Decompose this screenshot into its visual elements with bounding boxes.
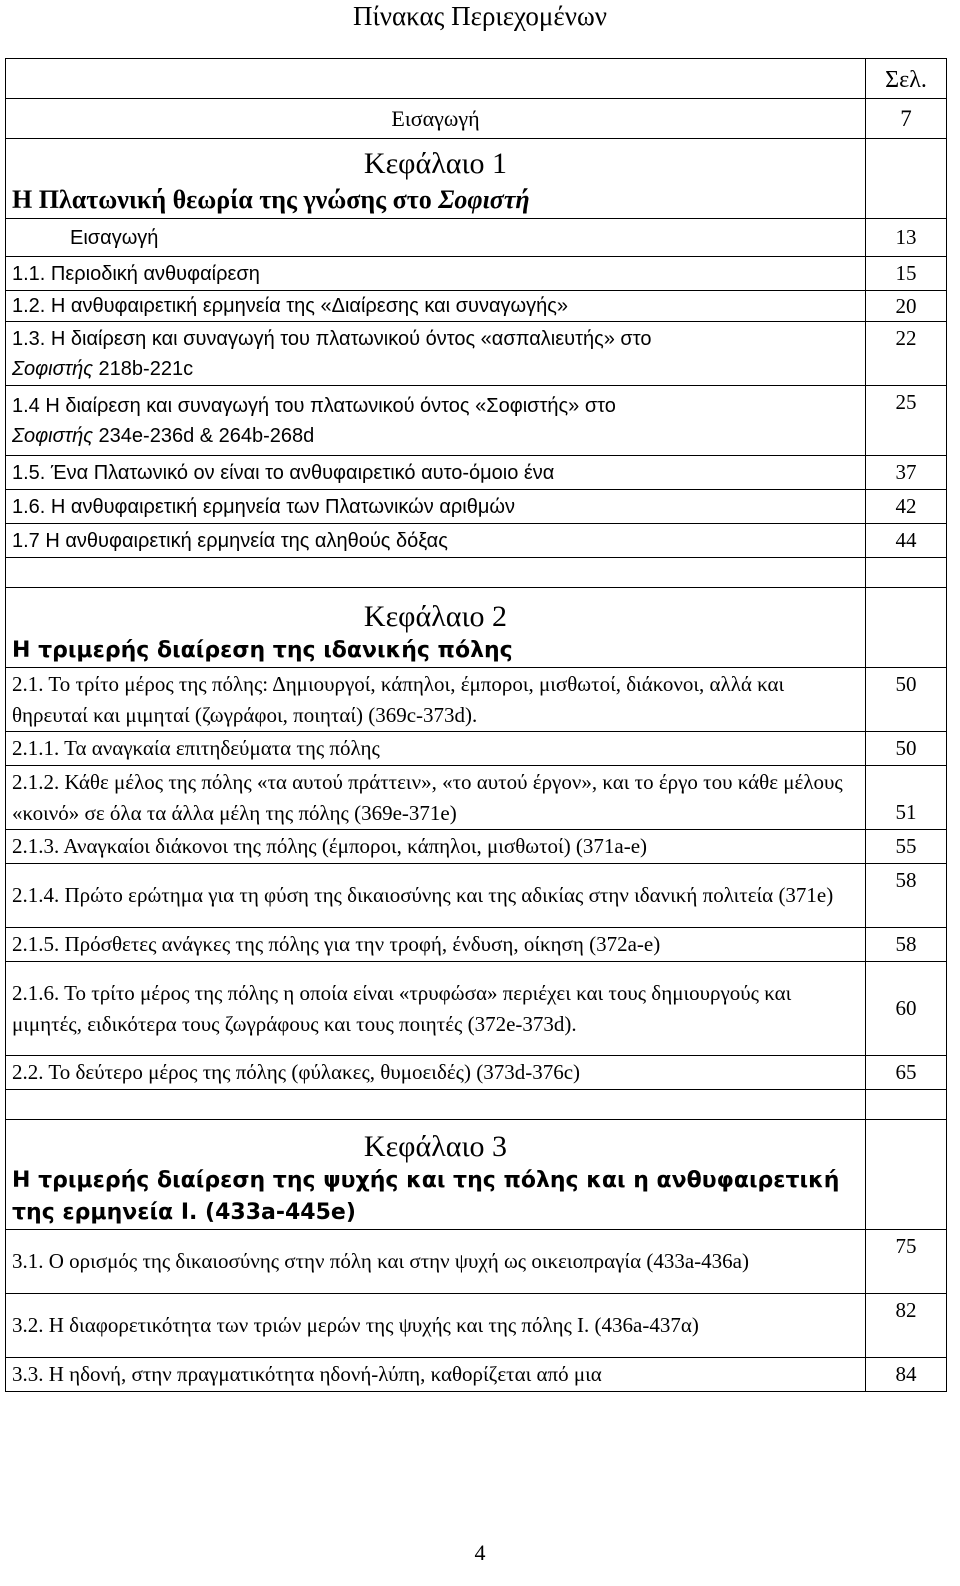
toc-entry-page: 84 [866, 1358, 947, 1392]
toc-entry-page: 37 [866, 456, 947, 490]
toc-row [6, 257, 947, 291]
toc-row-intro [6, 99, 947, 139]
chapter-1-subtitle [12, 182, 859, 218]
toc-entry-page: 51 [866, 766, 947, 830]
toc-entry-text-after: 218b-221c [92, 357, 194, 380]
toc-entry-page: 13 [866, 219, 947, 257]
toc-entry-text: 2.1.5. Πρόσθετες ανάγκες της πόλης για την τροφή, ένδυση, οίκηση (372a-e) [6, 928, 866, 962]
toc-entry-text: 1.4 Η διαίρεση και συναγωγή του πλατωνικού όντος «Σοφιστής» στο [12, 394, 616, 417]
toc-entry-page: 42 [866, 490, 947, 524]
chapter-3-heading-row [6, 1120, 947, 1230]
toc-entry-text: 3.1. Ο ορισμός της δικαιοσύνης στην πόλη και στην ψυχή ως οικειοπραγία (433a-436a) [6, 1230, 866, 1294]
toc-row [6, 962, 947, 1056]
toc-spacer [6, 1090, 866, 1120]
toc-entry-page: 75 [866, 1230, 947, 1294]
page-number: 4 [474, 1540, 486, 1565]
page-column-label: Σελ. [866, 59, 947, 99]
chapter-1-heading-row [6, 139, 947, 219]
toc-entry-text: Εισαγωγή [6, 219, 866, 257]
toc-entry-text-cell [6, 386, 866, 456]
toc-row [6, 1294, 947, 1358]
toc-row [6, 864, 947, 928]
toc-entry-page: 82 [866, 1294, 947, 1358]
toc-spacer [866, 1090, 947, 1120]
chapter-2-heading-cell [6, 588, 866, 668]
chapter-2-subtitle: Η τριμερής διαίρεση της ιδανικής πόλης [12, 638, 513, 663]
toc-entry-page: 60 [866, 962, 947, 1056]
toc-entry-page: 55 [866, 830, 947, 864]
chapter-2-heading-row [6, 588, 947, 668]
page-title: Πίνακας Περιεχομένων [353, 1, 607, 31]
toc-entry-text-italic: Σοφιστής [12, 357, 93, 380]
toc-row [6, 928, 947, 962]
toc-entry-page: 7 [866, 99, 947, 139]
toc-row [6, 1358, 947, 1392]
toc-entry-text: 2.1. Το τρίτο μέρος της πόλης: Δημιουργοί, κάπηλοι, έμποροι, μισθωτοί, διάκονοι, αλλά και θηρευταί και μιμηταί (ζωγράφοι, ποιηταί) (369c-373d). [6, 668, 866, 732]
toc-entry-page: 50 [866, 732, 947, 766]
toc-entry-text: 2.2. Το δεύτερο μέρος της πόλης (φύλακες, θυμοειδές) (373d-376c) [6, 1056, 866, 1090]
toc-entry-text: 2.1.4. Πρώτο ερώτημα για τη φύση της δικαιοσύνης και της αδικίας στην ιδανική πολιτεία (371e) [6, 864, 866, 928]
toc-row [6, 219, 947, 257]
toc-entry-text: 3.2. Η διαφορετικότητα των τριών μερών της ψυχής και της πόλης Ι. (436a-437α) [6, 1294, 866, 1358]
toc-entry-text-cell [6, 322, 866, 386]
chapter-3-heading-page-cell [866, 1120, 947, 1230]
toc-row [6, 291, 947, 322]
toc-entry-text: 1.1. Περιοδική ανθυφαίρεση [6, 257, 866, 291]
toc-entry-text: 1.7 Η ανθυφαιρετική ερμηνεία της αληθούς δόξας [6, 524, 866, 558]
toc-row [6, 1056, 947, 1090]
chapter-1-heading-cell [6, 139, 866, 219]
toc-entry-page: 22 [866, 322, 947, 386]
chapter-1-heading: Κεφάλαιο 1 [363, 147, 508, 180]
chapter-3-heading-cell [6, 1120, 866, 1230]
chapter-2-heading: Κεφάλαιο 2 [363, 600, 508, 633]
toc-row [6, 490, 947, 524]
chapter-1-subtitle-text: Η Πλατωνική θεωρία της γνώσης στο [12, 185, 439, 214]
toc-entry-page: 15 [866, 257, 947, 291]
toc-row [6, 322, 947, 386]
toc-row [6, 386, 947, 456]
toc-row [6, 456, 947, 490]
chapter-2-heading-page-cell [866, 588, 947, 668]
toc-entry-text-italic: Σοφιστής [12, 424, 93, 447]
toc-entry-text: 2.1.1. Τα αναγκαία επιτηδεύματα της πόλης [6, 732, 866, 766]
toc-spacer [6, 558, 866, 588]
toc-row [6, 524, 947, 558]
toc-entry-page: 50 [866, 668, 947, 732]
toc-row [6, 1230, 947, 1294]
toc-entry-page: 44 [866, 524, 947, 558]
toc-entry-text: 3.3. Η ηδονή, στην πραγματικότητα ηδονή-λύπη, καθορίζεται από μια [6, 1358, 866, 1392]
chapter-3-heading: Κεφάλαιο 3 [363, 1130, 508, 1163]
toc-header-spacer [6, 59, 866, 99]
toc-row [6, 766, 947, 830]
toc-entry-page: 65 [866, 1056, 947, 1090]
chapter-1-subtitle-italic: Σοφιστή [438, 185, 530, 214]
toc-entry-page: 20 [866, 291, 947, 322]
toc-entry-text: 1.2. Η ανθυφαιρετική ερμηνεία της «Διαίρεσης και συναγωγής» [6, 291, 866, 322]
toc-entry-text: 2.1.2. Κάθε μέλος της πόλης «τα αυτού πράττειν», «το αυτού έργον», και το έργο του κάθε μέλους «κοινό» σε όλα τα άλλα μέλη της πόλης (369e-371e) [6, 766, 866, 830]
toc-table [5, 58, 947, 1392]
toc-entry-page: 58 [866, 928, 947, 962]
toc-entry-text: 1.3. Η διαίρεση και συναγωγή του πλατωνικού όντος «ασπαλιευτής» στο [12, 327, 652, 350]
toc-entry-text: 2.1.3. Αναγκαίοι διάκονοι της πόλης (έμποροι, κάπηλοι, μισθωτοί) (371a-e) [6, 830, 866, 864]
toc-entry-text: Εισαγωγή [6, 99, 866, 139]
toc-entry-text: 1.6. Η ανθυφαιρετική ερμηνεία των Πλατωνικών αριθμών [6, 490, 866, 524]
toc-header-row [6, 59, 947, 99]
toc-row [6, 830, 947, 864]
chapter-3-subtitle: Η τριμερής διαίρεση της ψυχής και της πόλης και η ανθυφαιρετική της ερμηνεία Ι. (433a-445e) [12, 1168, 840, 1225]
toc-entry-text-after: 234e-236d & 264b-268d [92, 424, 315, 447]
toc-row [6, 732, 947, 766]
toc-entry-page: 25 [866, 386, 947, 456]
toc-spacer-row [6, 558, 947, 588]
toc-entry-page: 58 [866, 864, 947, 928]
toc-spacer-row [6, 1090, 947, 1120]
chapter-1-heading-page-cell [866, 139, 947, 219]
toc-entry-text: 2.1.6. Το τρίτο μέρος της πόλης η οποία είναι «τρυφώσα» περιέχει και τους δημιουργούς και μιμητές, ειδικότερα τους ζωγράφους και τους ποιητές (372e-373d). [6, 962, 866, 1056]
toc-spacer [866, 558, 947, 588]
toc-row [6, 668, 947, 732]
toc-entry-text: 1.5. Ένα Πλατωνικό ον είναι το ανθυφαιρετικό αυτο-όμοιο ένα [6, 456, 866, 490]
